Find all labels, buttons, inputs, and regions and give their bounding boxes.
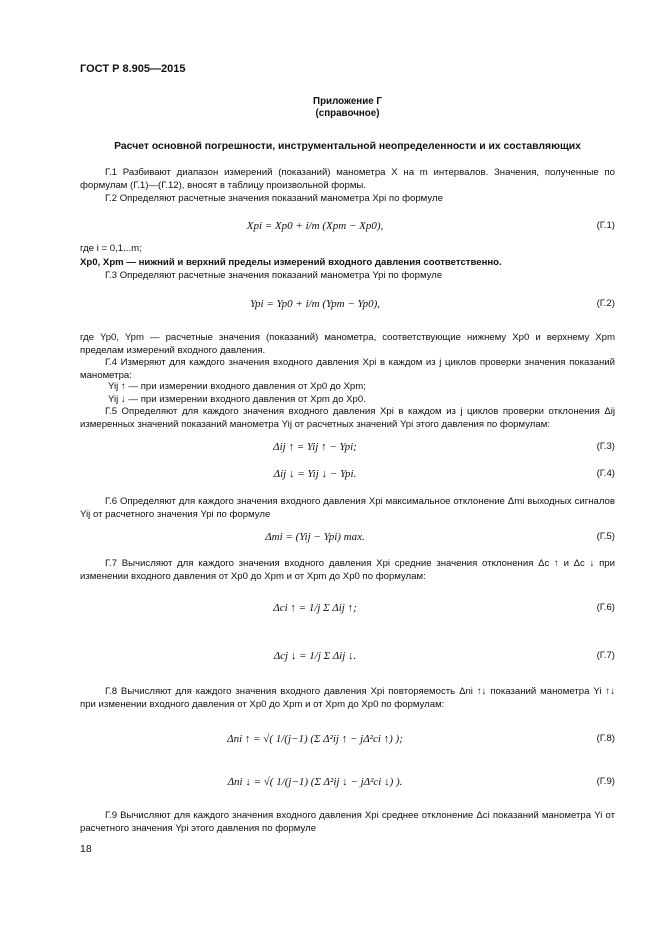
equation-number: (Г.1) xyxy=(596,220,615,231)
equation-g3 xyxy=(80,437,615,459)
equation-number: (Г.9) xyxy=(596,776,615,787)
equation-formula: Δci ↑ = 1/j Σ Δij ↑; xyxy=(273,602,357,614)
paragraph-g4: Г.4 Измеряют для каждого значения входного давления Xpi в каждом из j циклов проверки значения показаний манометра: xyxy=(80,357,615,381)
equation-g1 xyxy=(80,216,615,238)
paragraph-g8: Г.8 Вычисляют для каждого значения входного давления Xpi повторяемость Δni ↑↓ показаний манометра Yi ↑↓ при изменении входного давления от Xp0 до Xpm и от Xpm до Xp0 по формулам: xyxy=(80,686,615,710)
equation-number: (Г.8) xyxy=(596,733,615,744)
paragraph-g2: Г.2 Определяют расчетные значения показаний манометра Xpi по формуле xyxy=(105,193,443,204)
appendix-note: (справочное) xyxy=(315,108,380,119)
paragraph-g3: Г.3 Определяют расчетные значения показаний манометра Ypi по формуле xyxy=(105,270,443,281)
equation-number: (Г.6) xyxy=(596,602,615,613)
equation-number: (Г.3) xyxy=(596,441,615,452)
equation-formula: Δni ↓ = √( 1/(j−1) (Σ Δ²ij ↓ − jΔ²ci ↓) ). xyxy=(227,776,403,788)
paragraph-g7: Г.7 Вычисляют для каждого значения входного давления Xpi средние значения отклонения Δc ↑ и Δc ↓ при изменении входного давления от Xp0 до Xpm и от Xpm до Xp0 по формулам: xyxy=(80,558,615,582)
equation-g7 xyxy=(80,646,615,668)
paragraph-g6: Г.6 Определяют для каждого значения входного давления Xpi максимальное отклонение Δmi выходных сигналов Yij от расчетного значения Ypi по формуле xyxy=(80,496,615,520)
equation-number: (Г.5) xyxy=(596,531,615,542)
equation-number: (Г.4) xyxy=(596,468,615,479)
equation-number: (Г.7) xyxy=(596,650,615,661)
equation-number: (Г.2) xyxy=(596,298,615,309)
equation-g4 xyxy=(80,464,615,486)
equation-formula: Xpi = Xp0 + i/m (Xpm − Xp0), xyxy=(246,220,384,232)
paragraph-g9: Г.9 Вычисляют для каждого значения входного давления Xpi среднее отклонение Δci показаний манометра Yi от расчетного значения Ypi этого давления по формуле xyxy=(80,810,615,834)
equation-g8 xyxy=(80,729,615,751)
section-title: Расчет основной погрешности, инструментальной неопределенности и их составляющих xyxy=(114,141,581,152)
where-clause-y: где Yp0, Ypm — расчетные значения (показаний) манометра, соответствующие нижнему Xp0 и верхнему Xpm пределам измерений входного давления. xyxy=(80,332,615,356)
paragraph-g4b: Yij ↓ — при измерении входного давления от Xpm до Xp0. xyxy=(108,394,366,405)
equation-formula: Δni ↑ = √( 1/(j−1) (Σ Δ²ij ↑ − jΔ²ci ↑) ); xyxy=(227,733,403,745)
paragraph-g4a: Yij ↑ — при измерении входного давления от Xp0 до Xpm; xyxy=(108,381,366,392)
where-clause-limits: Xp0, Xpm — нижний и верхний пределы измерений входного давления соответственно. xyxy=(80,257,502,268)
equation-g2 xyxy=(80,294,615,316)
equation-g6 xyxy=(80,598,615,620)
where-clause-i: где i = 0,1...m; xyxy=(80,243,142,254)
equation-formula: Ypi = Yp0 + i/m (Ypm − Yp0), xyxy=(249,298,381,310)
appendix-title: Приложение Г xyxy=(313,96,382,107)
equation-formula: Δmi = (Yij − Ypi) max. xyxy=(265,531,365,543)
document-header: ГОСТ Р 8.905—2015 xyxy=(80,63,186,75)
equation-g5 xyxy=(80,527,615,549)
page-number: 18 xyxy=(80,843,92,855)
paragraph-g5: Г.5 Определяют для каждого значения входного давления Xpi в каждом из j циклов проверки отклонения Δij измеренных значений показаний манометра Yij от расчетных значений Ypi этого давления по формулам: xyxy=(80,406,615,430)
equation-formula: Δcj ↓ = 1/j Σ Δij ↓. xyxy=(273,650,357,662)
equation-formula: Δij ↓ = Yij ↓ − Ypi. xyxy=(273,468,357,480)
paragraph-g1: Г.1 Разбивают диапазон измерений (показаний) манометра X на m интервалов. Значения, полученные по формулам (Г.1)—(Г.12), вносят в таблицу произвольной формы. xyxy=(80,167,615,191)
equation-g9 xyxy=(80,772,615,794)
equation-formula: Δij ↑ = Yij ↑ − Ypi; xyxy=(273,441,357,453)
